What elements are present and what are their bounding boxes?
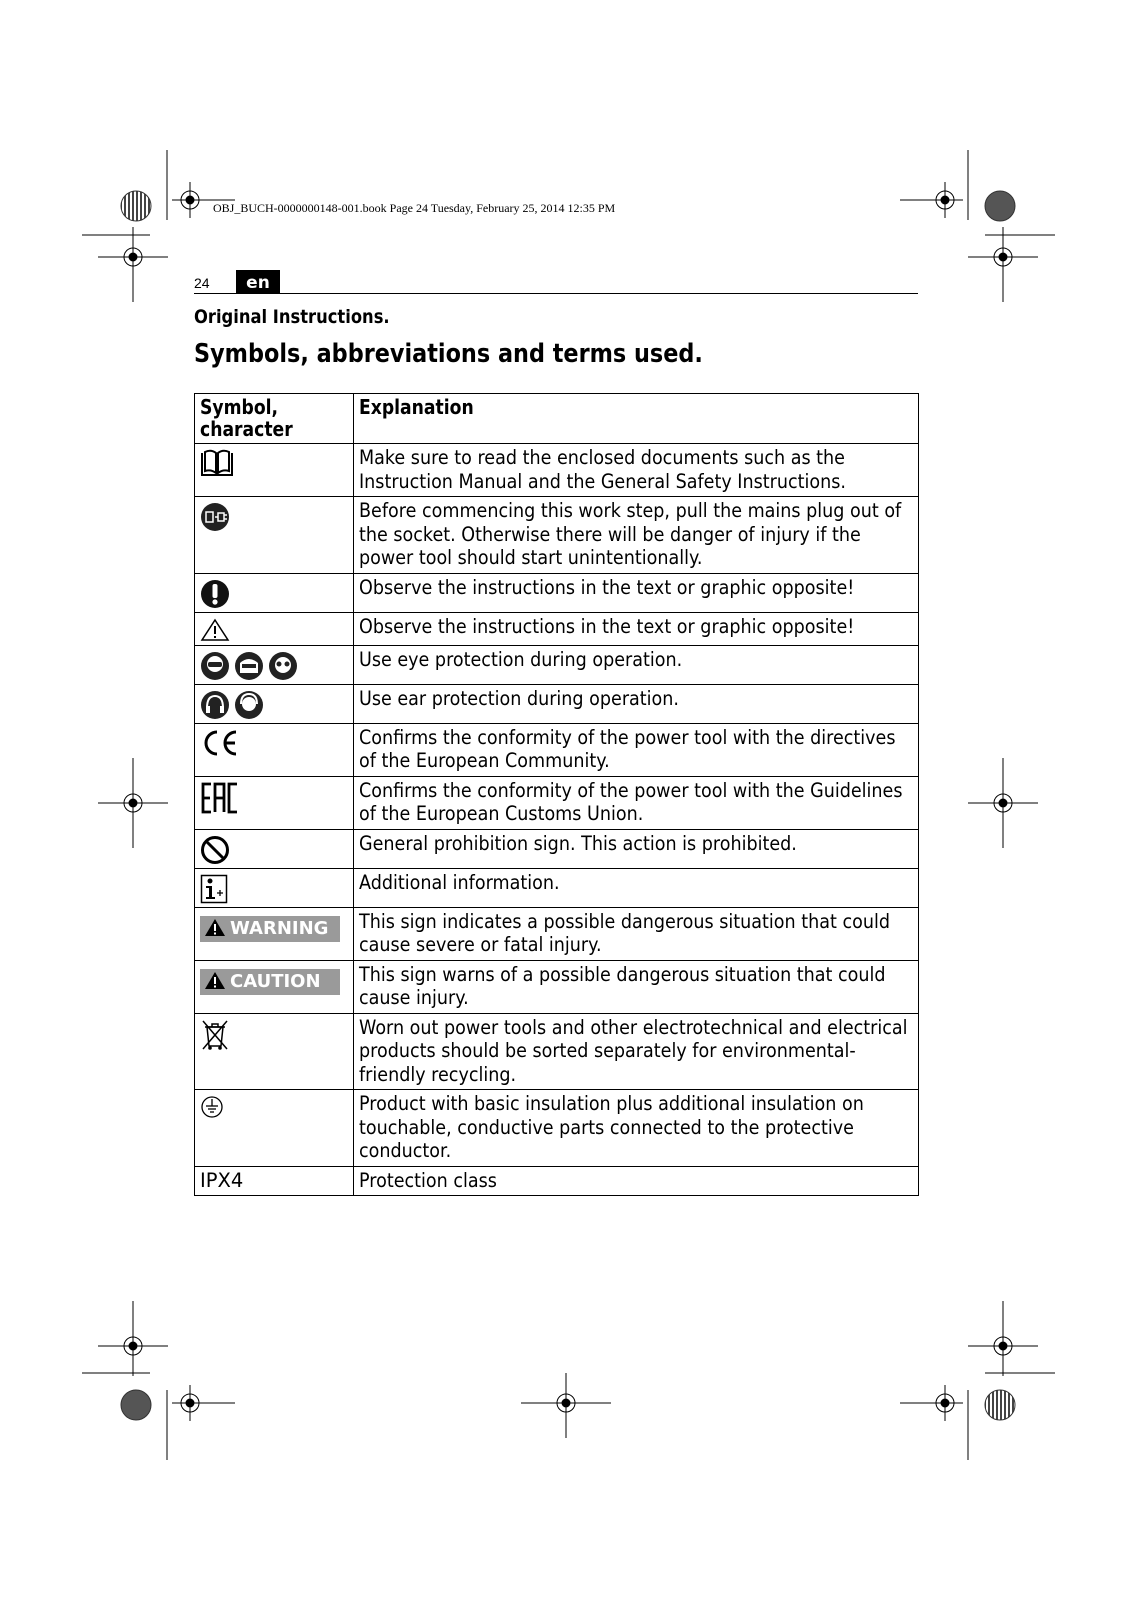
table-row bbox=[195, 723, 919, 776]
unplug-icon bbox=[200, 502, 230, 532]
row-text: General prohibition sign. This action is prohibited. bbox=[359, 831, 797, 855]
row-text: Use eye protection during operation. bbox=[359, 647, 683, 671]
row-text: This sign indicates a possible dangerous situation that could cause severe or fatal injury. bbox=[359, 909, 890, 956]
table-row bbox=[195, 497, 919, 574]
table-row bbox=[195, 612, 919, 645]
page-title: Symbols, abbreviations and terms used. bbox=[194, 339, 703, 369]
print-slug: OBJ_BUCH-0000000148-001.book Page 24 Tuesday, February 25, 2014 12:35 PM bbox=[213, 201, 616, 215]
ce-mark-icon bbox=[200, 729, 240, 757]
row-text: This sign warns of a possible dangerous situation that could cause injury. bbox=[359, 962, 886, 1009]
table-row bbox=[195, 645, 919, 684]
book-icon bbox=[200, 449, 234, 477]
protection-class-code: IPX4 bbox=[200, 1168, 244, 1192]
symbols-table bbox=[194, 393, 919, 1196]
warning-triangle-icon bbox=[204, 971, 226, 990]
table-row bbox=[195, 960, 919, 1013]
row-text: Use ear protection during operation. bbox=[359, 686, 679, 710]
exclamation-circle-icon bbox=[200, 579, 230, 609]
warning-label bbox=[200, 916, 340, 942]
row-text: Before commencing this work step, pull the mains plug out of the socket. Otherwise there will be danger of injury if the power tool should start unintentionally. bbox=[359, 499, 902, 569]
eye-protection-icons bbox=[200, 651, 300, 681]
section-subtitle: Original Instructions. bbox=[194, 306, 390, 328]
header-rule bbox=[194, 293, 918, 294]
table-row bbox=[195, 829, 919, 868]
row-text: Observe the instructions in the text or graphic opposite! bbox=[359, 614, 855, 638]
earth-ground-icon bbox=[200, 1095, 224, 1119]
table-row bbox=[195, 1013, 919, 1090]
table-row bbox=[195, 776, 919, 829]
language-badge: en bbox=[236, 270, 280, 294]
warning-triangle-icon bbox=[200, 618, 230, 642]
table-row bbox=[195, 1090, 919, 1167]
crossed-bin-icon bbox=[200, 1019, 230, 1051]
header-symbol bbox=[195, 394, 354, 444]
row-text: Confirms the conformity of the power tool with the directives of the European Community. bbox=[359, 725, 896, 772]
ear-protection-icons bbox=[200, 690, 266, 720]
table-row bbox=[195, 1166, 919, 1196]
page-number: 24 bbox=[194, 275, 210, 291]
row-text: Observe the instructions in the text or graphic opposite! bbox=[359, 575, 855, 599]
row-text: Confirms the conformity of the power tool with the Guidelines of the European Customs Union. bbox=[359, 778, 903, 825]
table-row bbox=[195, 907, 919, 960]
caution-label bbox=[200, 969, 340, 995]
table-row bbox=[195, 444, 919, 497]
eac-mark-icon bbox=[200, 782, 240, 814]
prohibition-icon bbox=[200, 835, 230, 865]
row-text: Worn out power tools and other electrotechnical and electrical products should be sorted separately for environmental-friendly recycling. bbox=[359, 1015, 908, 1086]
info-icon bbox=[200, 874, 228, 904]
row-text: Product with basic insulation plus additional insulation on touchable, conductive parts connected to the protective conductor. bbox=[359, 1092, 864, 1162]
warning-label-text: WARNING bbox=[230, 917, 329, 939]
table-row bbox=[195, 573, 919, 612]
header-explanation: Explanation bbox=[354, 394, 919, 444]
header-symbol-line2: character bbox=[200, 417, 293, 441]
warning-triangle-icon bbox=[204, 918, 226, 937]
row-text: Make sure to read the enclosed documents such as the Instruction Manual and the General Safety Instructions. bbox=[359, 446, 846, 493]
row-text: Additional information. bbox=[359, 870, 560, 894]
table-row bbox=[195, 684, 919, 723]
header-symbol-line1: Symbol, bbox=[200, 395, 279, 419]
table-row bbox=[195, 868, 919, 907]
table-header-row bbox=[195, 394, 919, 444]
row-text: Protection class bbox=[359, 1168, 497, 1192]
caution-label-text: CAUTION bbox=[230, 970, 321, 992]
